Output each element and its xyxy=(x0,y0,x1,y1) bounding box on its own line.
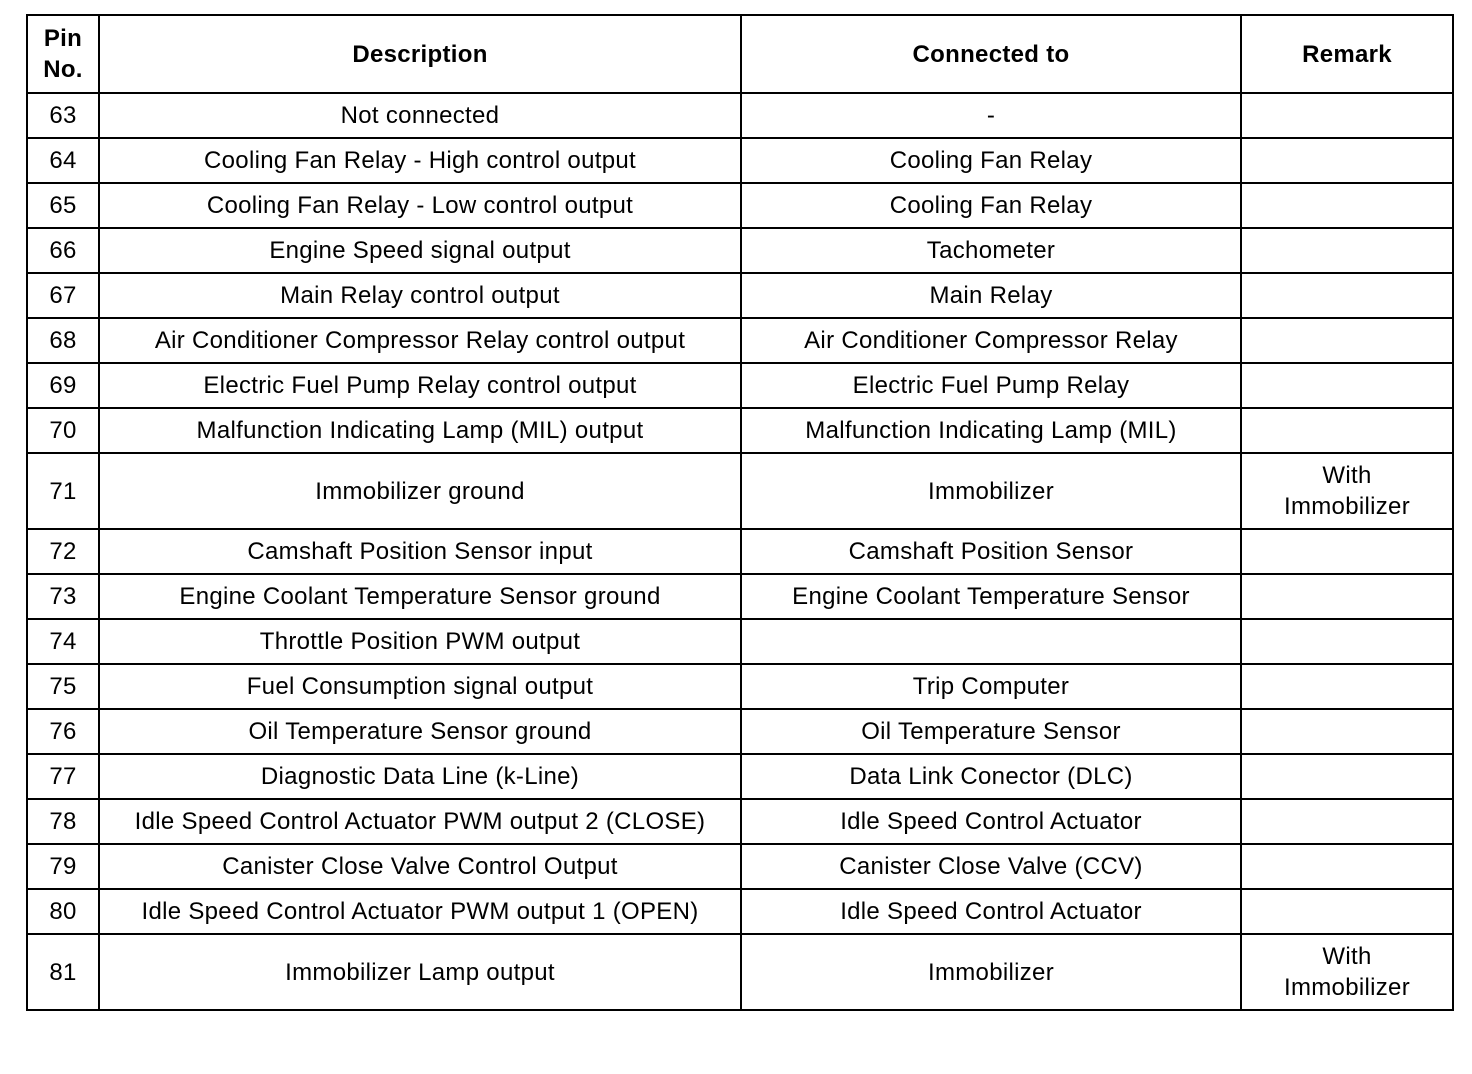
table-row xyxy=(27,664,1453,709)
connected-to-cell: Main Relay xyxy=(741,273,1241,318)
table-row xyxy=(27,529,1453,574)
remark-cell xyxy=(1241,934,1453,1010)
pin-cell: 80 xyxy=(27,889,99,934)
pin-cell: 73 xyxy=(27,574,99,619)
pin-cell: 74 xyxy=(27,619,99,664)
description-cell: Immobilizer Lamp output xyxy=(99,934,741,1010)
connected-to-cell: Cooling Fan Relay xyxy=(741,138,1241,183)
description-cell: Cooling Fan Relay - Low control output xyxy=(99,183,741,228)
pin-cell: 66 xyxy=(27,228,99,273)
description-cell: Fuel Consumption signal output xyxy=(99,664,741,709)
description-cell: Not connected xyxy=(99,93,741,138)
connected-to-cell: Immobilizer xyxy=(741,934,1241,1010)
table-row xyxy=(27,138,1453,183)
remark-text: Immobilizer xyxy=(1284,493,1410,520)
header-connected-to: Connected to xyxy=(741,15,1241,93)
remark-cell xyxy=(1241,844,1453,889)
description-cell: Main Relay control output xyxy=(99,273,741,318)
table-row xyxy=(27,844,1453,889)
pin-cell: 71 xyxy=(27,453,99,529)
connected-to-cell: Idle Speed Control Actuator xyxy=(741,799,1241,844)
remark-cell xyxy=(1241,529,1453,574)
connected-to-cell: Immobilizer xyxy=(741,453,1241,529)
description-cell: Diagnostic Data Line (k-Line) xyxy=(99,754,741,799)
pin-cell: 79 xyxy=(27,844,99,889)
table-row xyxy=(27,619,1453,664)
remark-text: With xyxy=(1322,462,1372,489)
pin-cell: 76 xyxy=(27,709,99,754)
remark-cell xyxy=(1241,754,1453,799)
table-row xyxy=(27,93,1453,138)
pin-cell: 69 xyxy=(27,363,99,408)
table-row xyxy=(27,228,1453,273)
table-row xyxy=(27,754,1453,799)
table-row xyxy=(27,934,1453,1010)
header-pin-line2: No. xyxy=(43,56,83,83)
connected-to-cell: Cooling Fan Relay xyxy=(741,183,1241,228)
table-row xyxy=(27,453,1453,529)
pin-cell: 75 xyxy=(27,664,99,709)
table-row xyxy=(27,183,1453,228)
remark-cell xyxy=(1241,318,1453,363)
remark-cell xyxy=(1241,889,1453,934)
description-cell: Engine Coolant Temperature Sensor ground xyxy=(99,574,741,619)
remark-cell xyxy=(1241,799,1453,844)
header-pin-line1: Pin xyxy=(43,25,83,52)
remark-text: Immobilizer xyxy=(1284,974,1410,1001)
pin-cell: 72 xyxy=(27,529,99,574)
description-cell: Engine Speed signal output xyxy=(99,228,741,273)
connected-to-cell: Engine Coolant Temperature Sensor xyxy=(741,574,1241,619)
connected-to-cell: - xyxy=(741,93,1241,138)
remark-cell xyxy=(1241,574,1453,619)
connected-to-cell: Camshaft Position Sensor xyxy=(741,529,1241,574)
table-body xyxy=(27,93,1453,1010)
connected-to-cell: Idle Speed Control Actuator xyxy=(741,889,1241,934)
connected-to-cell: Oil Temperature Sensor xyxy=(741,709,1241,754)
pin-cell: 70 xyxy=(27,408,99,453)
connected-to-cell: Trip Computer xyxy=(741,664,1241,709)
pin-cell: 65 xyxy=(27,183,99,228)
remark-cell xyxy=(1241,183,1453,228)
description-cell: Cooling Fan Relay - High control output xyxy=(99,138,741,183)
connected-to-cell xyxy=(741,619,1241,664)
description-cell: Camshaft Position Sensor input xyxy=(99,529,741,574)
description-cell: Idle Speed Control Actuator PWM output 1 (OPEN) xyxy=(99,889,741,934)
table-row xyxy=(27,318,1453,363)
header-pin-no xyxy=(27,15,99,93)
description-cell: Idle Speed Control Actuator PWM output 2 (CLOSE) xyxy=(99,799,741,844)
pin-cell: 64 xyxy=(27,138,99,183)
connected-to-cell: Electric Fuel Pump Relay xyxy=(741,363,1241,408)
pin-cell: 77 xyxy=(27,754,99,799)
table-row xyxy=(27,574,1453,619)
table-header-row xyxy=(27,15,1453,93)
pin-cell: 63 xyxy=(27,93,99,138)
table-row xyxy=(27,709,1453,754)
table-row xyxy=(27,408,1453,453)
description-cell: Electric Fuel Pump Relay control output xyxy=(99,363,741,408)
connected-to-cell: Canister Close Valve (CCV) xyxy=(741,844,1241,889)
description-cell: Throttle Position PWM output xyxy=(99,619,741,664)
remark-cell xyxy=(1241,453,1453,529)
table-row xyxy=(27,889,1453,934)
connected-to-cell: Data Link Conector (DLC) xyxy=(741,754,1241,799)
table-row xyxy=(27,363,1453,408)
remark-cell xyxy=(1241,93,1453,138)
remark-cell xyxy=(1241,408,1453,453)
description-cell: Malfunction Indicating Lamp (MIL) output xyxy=(99,408,741,453)
description-cell: Air Conditioner Compressor Relay control output xyxy=(99,318,741,363)
connected-to-cell: Malfunction Indicating Lamp (MIL) xyxy=(741,408,1241,453)
remark-cell xyxy=(1241,709,1453,754)
remark-cell xyxy=(1241,664,1453,709)
pin-cell: 81 xyxy=(27,934,99,1010)
remark-cell xyxy=(1241,138,1453,183)
description-cell: Immobilizer ground xyxy=(99,453,741,529)
pin-cell: 68 xyxy=(27,318,99,363)
pin-assignment-table xyxy=(26,14,1454,1011)
description-cell: Canister Close Valve Control Output xyxy=(99,844,741,889)
remark-cell xyxy=(1241,228,1453,273)
table-row xyxy=(27,273,1453,318)
connected-to-cell: Air Conditioner Compressor Relay xyxy=(741,318,1241,363)
header-remark: Remark xyxy=(1241,15,1453,93)
remark-cell xyxy=(1241,363,1453,408)
remark-cell xyxy=(1241,619,1453,664)
header-description: Description xyxy=(99,15,741,93)
pin-cell: 78 xyxy=(27,799,99,844)
connected-to-cell: Tachometer xyxy=(741,228,1241,273)
remark-cell xyxy=(1241,273,1453,318)
table-row xyxy=(27,799,1453,844)
remark-text: With xyxy=(1322,943,1372,970)
pin-cell: 67 xyxy=(27,273,99,318)
description-cell: Oil Temperature Sensor ground xyxy=(99,709,741,754)
